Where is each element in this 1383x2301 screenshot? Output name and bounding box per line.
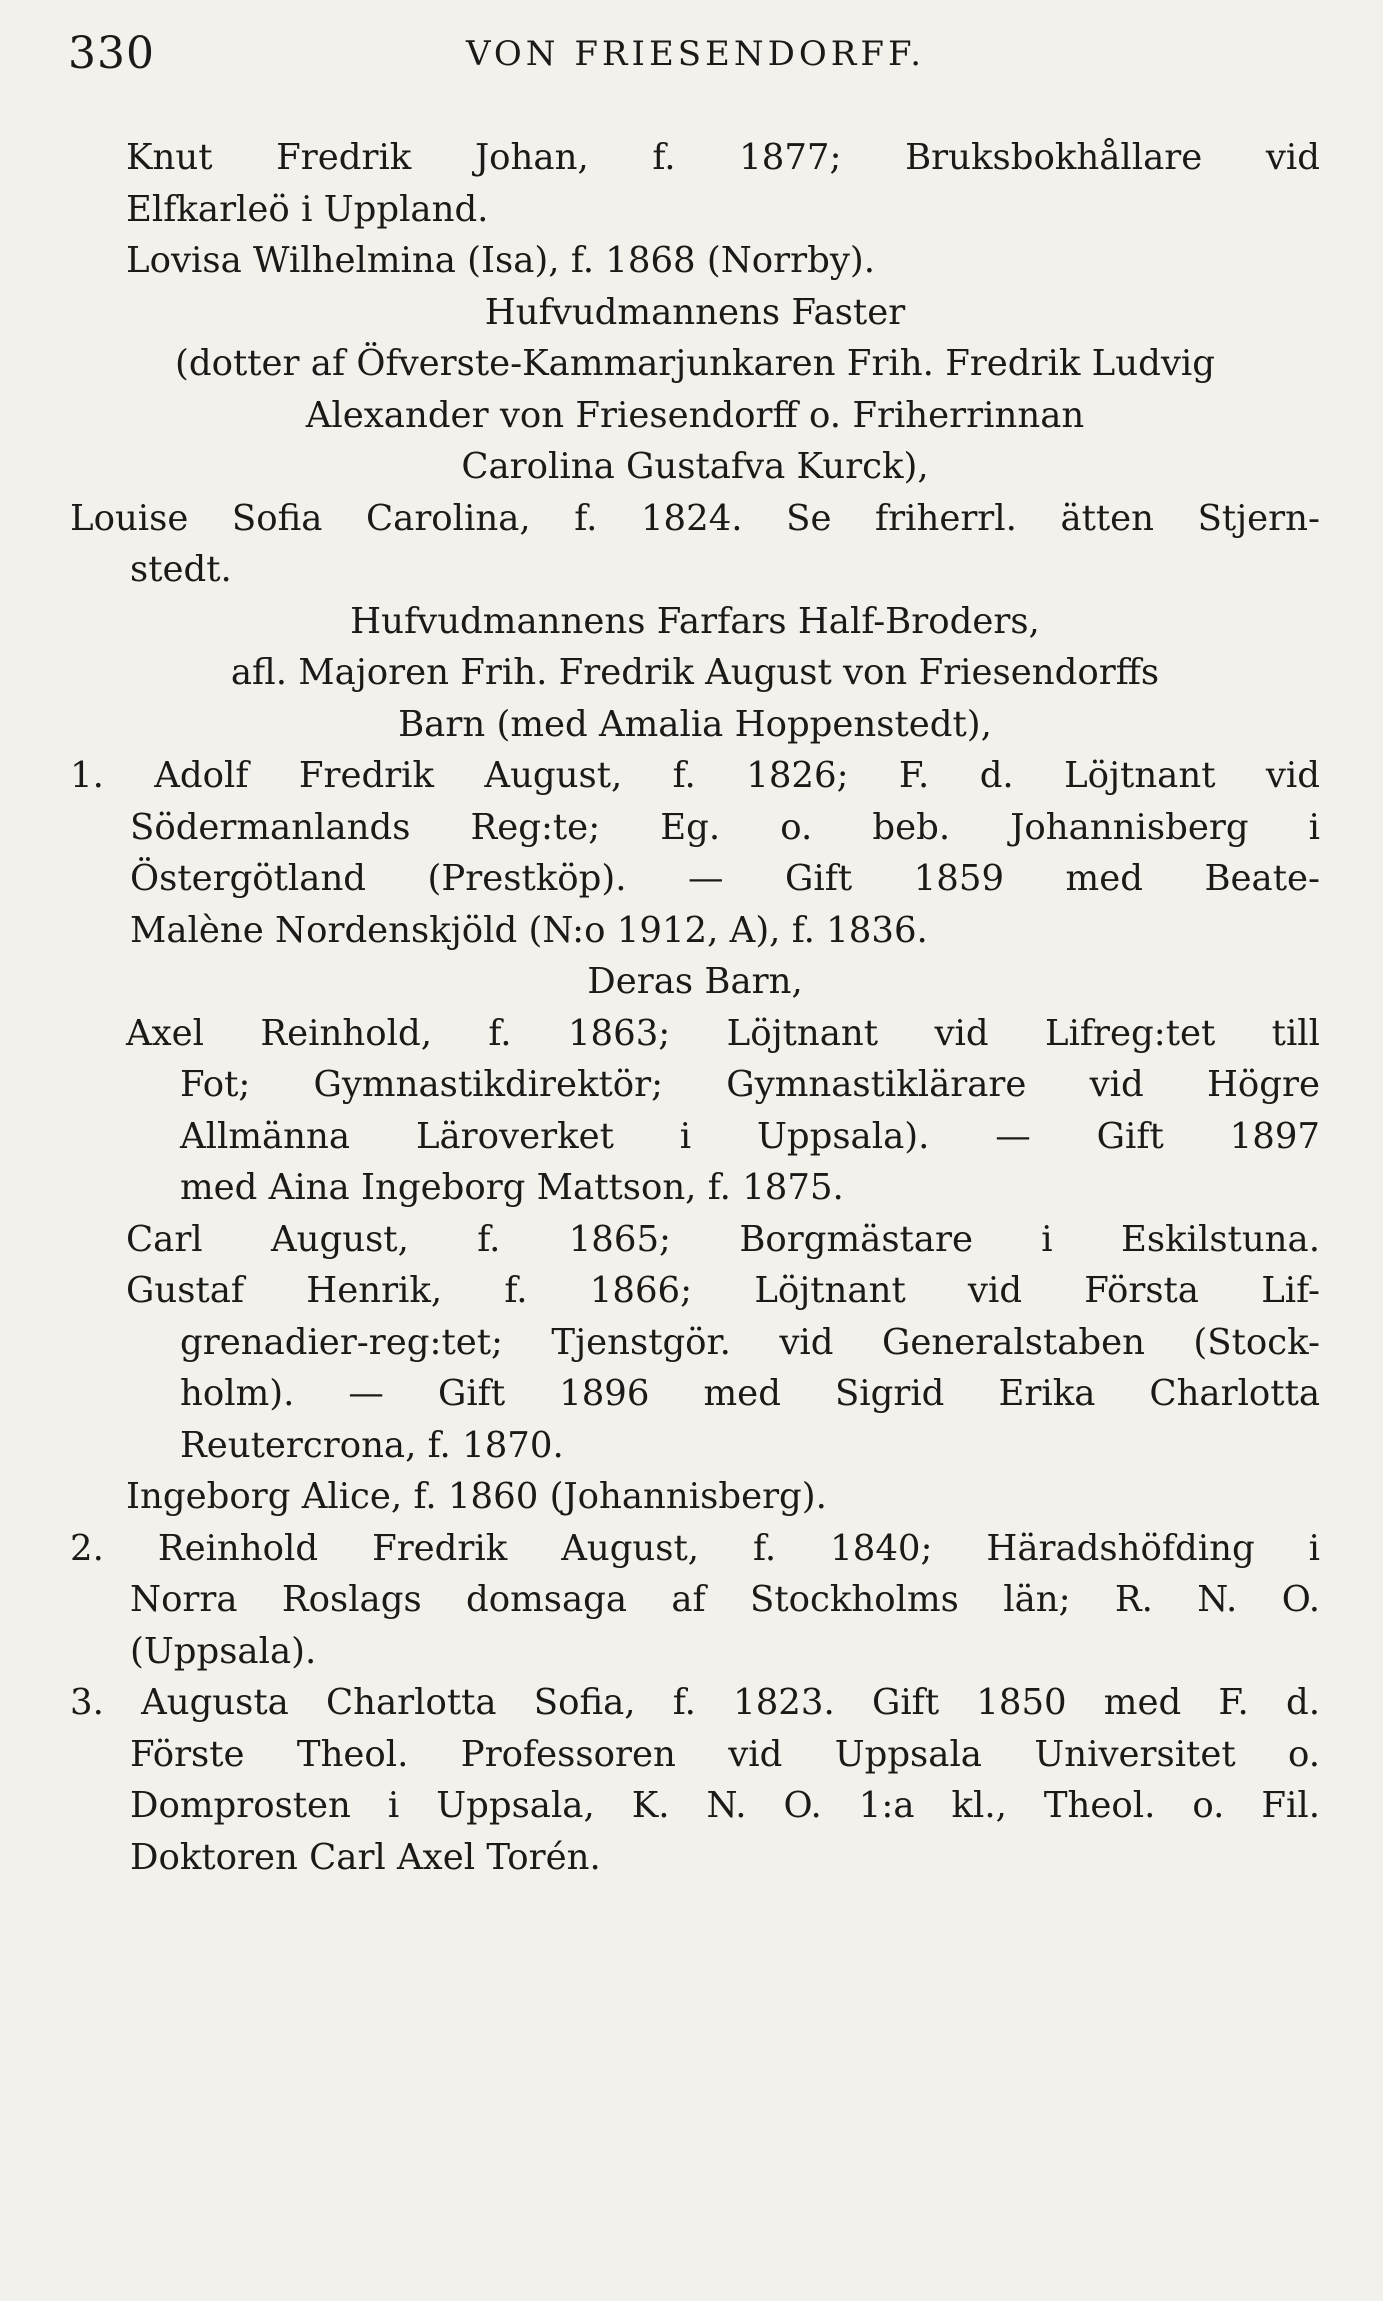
text-line: Carolina Gustafva Kurck), bbox=[461, 446, 929, 487]
text-line: Norra Roslags domsaga af Stockholms län; R. N. O. bbox=[130, 1579, 1320, 1620]
text-line: Alexander von Friesendorff o. Friherrinnan bbox=[305, 394, 1085, 436]
text-line: med Aina Ingeborg Mattson, f. 1875. bbox=[180, 1167, 844, 1208]
page-header bbox=[68, 28, 1323, 88]
text-line: grenadier-reg:tet; Tjenstgör. vid Generalstaben (Stock- bbox=[180, 1321, 1320, 1363]
page-body bbox=[70, 132, 1320, 1883]
page-number: 330 bbox=[68, 28, 155, 79]
running-head: VON FRIESENDORFF. bbox=[465, 34, 926, 74]
text-line: 1. Adolf Fredrik August, f. 1826; F. d. Löjtnant vid bbox=[70, 755, 1320, 796]
section-heading: Deras Barn, bbox=[587, 961, 803, 1002]
text-line: Louise Sofia Carolina, f. 1824. Se friherrl. ätten Stjern- bbox=[70, 497, 1320, 539]
text-line: stedt. bbox=[130, 549, 232, 590]
text-line: Reutercrona, f. 1870. bbox=[180, 1424, 564, 1466]
text-line: Lovisa Wilhelmina (Isa), f. 1868 (Norrby). bbox=[126, 240, 876, 281]
text-line: Ingeborg Alice, f. 1860 (Johannisberg). bbox=[126, 1476, 827, 1517]
text-line: (dotter af Öfverste-Kammarjunkaren Frih. Fredrik Ludvig bbox=[175, 343, 1215, 384]
text-line: 2. Reinhold Fredrik August, f. 1840; Häradshöfding i bbox=[70, 1527, 1320, 1569]
text-line: Gustaf Henrik, f. 1866; Löjtnant vid Första Lif- bbox=[126, 1270, 1320, 1311]
text-line: Södermanlands Reg:te; Eg. o. beb. Johannisberg i bbox=[130, 806, 1320, 848]
section-heading: Hufvudmannens Farfars Half-Broders, bbox=[350, 600, 1040, 642]
text-line: 3. Augusta Charlotta Sofia, f. 1823. Gift 1850 med F. d. bbox=[70, 1682, 1320, 1723]
text-line: Domprosten i Uppsala, K. N. O. 1:a kl., Theol. o. Fil. bbox=[130, 1785, 1320, 1826]
text-line: Barn (med Amalia Hoppenstedt), bbox=[398, 703, 992, 745]
text-line: Fot; Gymnastikdirektör; Gymnastiklärare vid Högre bbox=[180, 1064, 1320, 1105]
text-line: Elfkarleö i Uppland. bbox=[126, 188, 489, 230]
text-line: Doktoren Carl Axel Torén. bbox=[130, 1836, 601, 1878]
text-line: Allmänna Läroverket i Uppsala). — Gift 1897 bbox=[180, 1115, 1320, 1157]
text-line: (Uppsala). bbox=[130, 1630, 317, 1672]
text-line: Östergötland (Prestköp). — Gift 1859 med Beate- bbox=[130, 858, 1320, 899]
section-heading: Hufvudmannens Faster bbox=[484, 291, 906, 333]
text-line: Förste Theol. Professoren vid Uppsala Universitet o. bbox=[130, 1733, 1320, 1775]
text-line: Axel Reinhold, f. 1863; Löjtnant vid Lifreg:tet till bbox=[126, 1012, 1320, 1054]
text-line: Knut Fredrik Johan, f. 1877; Bruksbokhållare vid bbox=[126, 137, 1320, 178]
text-line: Malène Nordenskjöld (N:o 1912, A), f. 1836. bbox=[130, 909, 928, 951]
text-line: Carl August, f. 1865; Borgmästare i Eskilstuna. bbox=[126, 1218, 1320, 1260]
text-line: afl. Majoren Frih. Fredrik August von Friesendorffs bbox=[230, 652, 1160, 693]
text-line: holm). — Gift 1896 med Sigrid Erika Charlotta bbox=[180, 1373, 1320, 1414]
